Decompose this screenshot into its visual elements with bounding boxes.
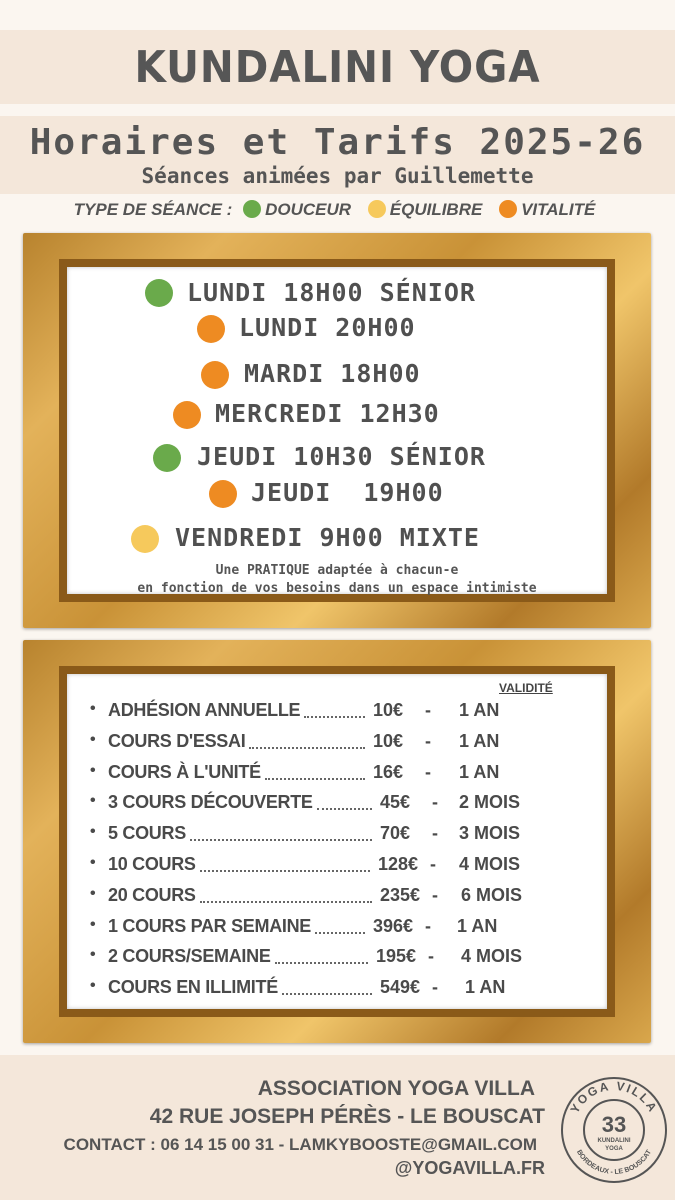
session-mardi-1800: MARDI 18H00	[244, 359, 421, 388]
price-validity: 6 MOIS	[461, 884, 523, 905]
price-item-name: 2 COURS/SEMAINE	[108, 946, 271, 967]
bullet-icon: •	[90, 977, 96, 995]
bullet-icon: •	[90, 884, 96, 902]
price-row	[67, 823, 607, 849]
price-validity: 4 MOIS	[461, 946, 523, 967]
page-title: KUNDALINI YOGA	[134, 42, 541, 93]
legend-label-douceur: DOUCEUR	[265, 200, 352, 219]
contact-line: CONTACT : 06 14 15 00 31 - LAMKYBOOSTE@GMAIL.COM	[63, 1135, 537, 1154]
leader-dots	[282, 977, 372, 995]
logo-top-text: YOGA VILLA	[567, 1078, 661, 1116]
price-value: 128€	[378, 854, 419, 874]
legend-dot-vitalite	[499, 200, 517, 218]
session-type-legend	[0, 200, 675, 220]
price-row	[67, 916, 607, 942]
association-address: 42 RUE JOSEPH PÉRÈS - LE BOUSCAT	[149, 1105, 545, 1128]
session-lundi-1800: LUNDI 18H00 SÉNIOR	[187, 278, 476, 307]
session-lundi-2000: LUNDI 20H00	[239, 313, 416, 342]
leader-dots	[317, 792, 372, 810]
price-separator: -	[425, 915, 431, 936]
price-value: 235€	[380, 884, 421, 905]
validity-header: VALIDITÉ	[499, 681, 553, 695]
session-dot	[153, 444, 181, 472]
prices-frame	[23, 640, 651, 1043]
leader-dots	[315, 916, 365, 934]
price-item-name: 5 COURS	[108, 823, 186, 844]
price-value: 16€	[373, 761, 404, 782]
prices-panel	[67, 674, 607, 1009]
logo-center-text-1: KUNDALINI	[597, 1138, 631, 1144]
price-row	[67, 731, 607, 757]
session-jeudi-1900: JEUDI 19H00	[251, 478, 444, 507]
leader-dots	[275, 946, 368, 964]
price-item-name: 10 COURS	[108, 854, 196, 874]
price-value: 549€	[380, 977, 421, 998]
session-dot	[173, 401, 201, 429]
legend-prefix: TYPE DE SÉANCE :	[73, 200, 233, 219]
session-jeudi-1030: JEUDI 10H30 SÉNIOR	[197, 442, 486, 471]
session-dot	[131, 525, 159, 553]
price-row	[67, 977, 607, 1003]
price-validity: 2 MOIS	[459, 792, 521, 813]
price-separator: -	[432, 823, 438, 844]
price-validity: 1 AN	[459, 761, 500, 782]
price-item-name: ADHÉSION ANNUELLE	[108, 700, 301, 720]
price-separator: -	[432, 792, 438, 813]
price-separator: -	[425, 700, 431, 720]
price-validity: 1 AN	[459, 730, 500, 751]
price-validity: 1 AN	[459, 700, 500, 720]
schedule-frame	[23, 233, 651, 628]
price-value: 195€	[376, 946, 417, 967]
price-item-name: COURS À L'UNITÉ	[108, 761, 261, 782]
subtitle-band	[0, 116, 675, 194]
association-name: ASSOCIATION YOGA VILLA	[257, 1077, 535, 1100]
price-validity: 3 MOIS	[459, 823, 521, 844]
price-row	[67, 762, 607, 788]
price-value: 45€	[380, 792, 411, 813]
logo-number: 33	[601, 1112, 627, 1137]
price-row	[67, 792, 607, 818]
price-separator: -	[425, 730, 431, 751]
price-value: 70€	[380, 823, 411, 844]
social-handle: @YOGAVILLA.FR	[394, 1158, 545, 1178]
price-separator: -	[428, 946, 434, 967]
leader-dots	[190, 823, 372, 841]
bullet-icon: •	[90, 761, 96, 779]
logo-center-text-2: YOGA	[605, 1146, 623, 1152]
price-separator: -	[432, 884, 438, 905]
price-item-name: 3 COURS DÉCOUVERTE	[108, 792, 313, 813]
session-dot	[197, 315, 225, 343]
price-validity: 1 AN	[457, 915, 498, 936]
practice-note-line1: Une PRATIQUE adaptée à chacun-e	[215, 563, 459, 578]
session-vendredi-0900: VENDREDI 9H00 MIXTE	[175, 523, 480, 552]
bullet-icon: •	[90, 792, 96, 810]
price-row	[67, 700, 607, 726]
leader-dots	[200, 854, 370, 872]
legend-dot-douceur	[243, 200, 261, 218]
price-validity: 4 MOIS	[459, 854, 521, 874]
price-value: 396€	[373, 915, 414, 936]
leader-dots	[304, 700, 365, 718]
price-value: 10€	[373, 700, 404, 720]
page-subtitle: Horaires et Tarifs 2025-26	[29, 122, 646, 163]
price-separator: -	[430, 854, 436, 874]
price-row	[67, 854, 607, 880]
legend-label-vitalite: VITALITÉ	[521, 200, 596, 219]
price-separator: -	[425, 761, 431, 782]
leader-dots	[265, 762, 365, 780]
session-mercredi-1230: MERCREDI 12H30	[215, 399, 440, 428]
legend-dot-equilibre	[368, 200, 386, 218]
bullet-icon: •	[90, 700, 96, 717]
page-tagline: Séances animées par Guillemette	[141, 164, 534, 188]
price-row	[67, 885, 607, 911]
session-dot	[209, 480, 237, 508]
leader-dots	[200, 885, 372, 903]
session-dot	[145, 279, 173, 307]
bullet-icon: •	[90, 730, 96, 748]
title-band	[0, 30, 675, 104]
price-validity: 1 AN	[465, 977, 506, 998]
session-dot	[201, 361, 229, 389]
price-item-name: COURS EN ILLIMITÉ	[108, 977, 278, 998]
price-item-name: 20 COURS	[108, 884, 196, 905]
price-row	[67, 946, 607, 972]
bullet-icon: •	[90, 854, 96, 871]
legend-label-equilibre: ÉQUILIBRE	[389, 200, 483, 219]
price-item-name: 1 COURS PAR SEMAINE	[108, 915, 311, 936]
price-item-name: COURS D'ESSAI	[108, 730, 246, 751]
practice-note-line2: en fonction de vos besoins dans un espace intimiste	[137, 581, 537, 596]
price-value: 10€	[373, 730, 404, 751]
logo-bottom-text: BORDEAUX - LE BOUSCAT	[574, 1148, 654, 1177]
bullet-icon: •	[90, 823, 96, 841]
schedule-panel	[67, 267, 607, 594]
bullet-icon: •	[90, 946, 96, 964]
leader-dots	[249, 731, 365, 749]
price-separator: -	[432, 977, 438, 998]
yoga-villa-logo	[560, 1076, 668, 1184]
bullet-icon: •	[90, 915, 96, 933]
